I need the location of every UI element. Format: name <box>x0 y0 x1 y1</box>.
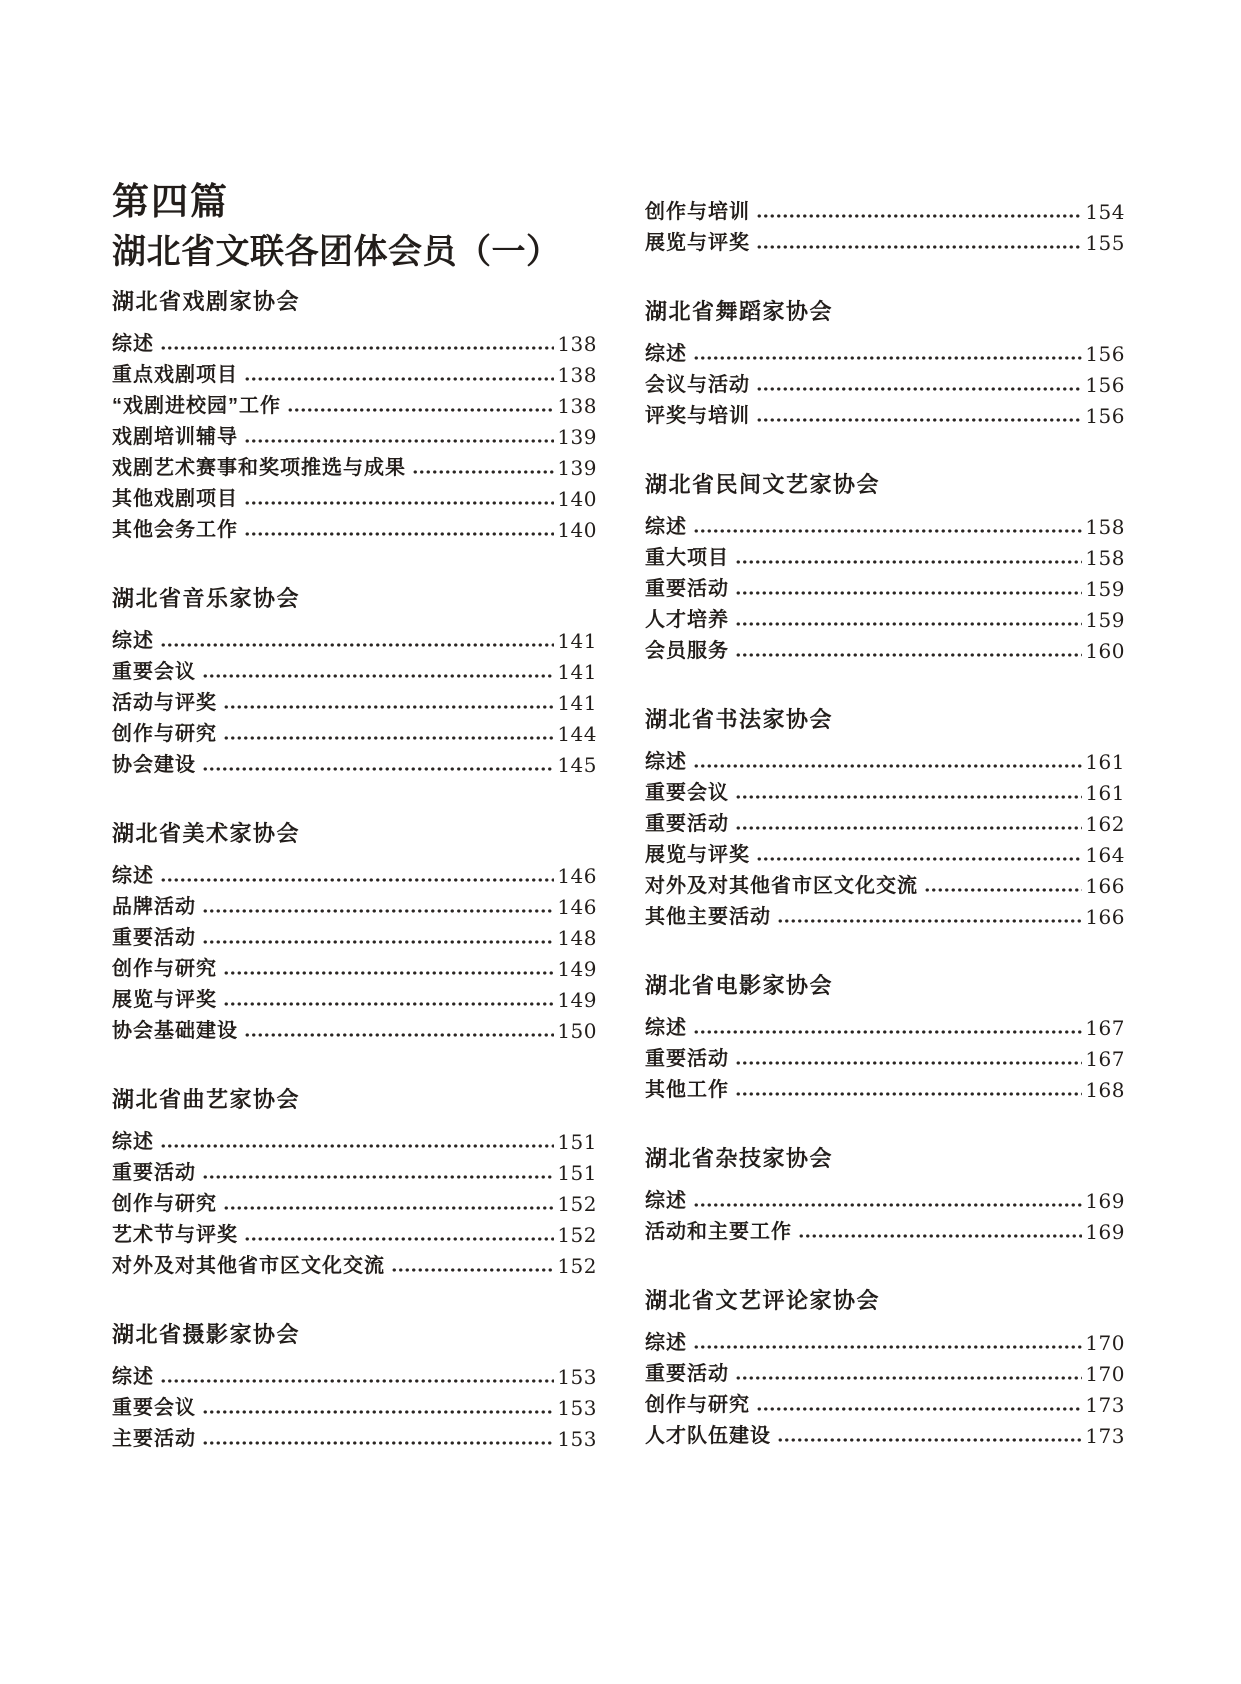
dot-leader <box>777 917 1082 925</box>
toc-entry-page: 144 <box>557 722 597 746</box>
toc-entry-page: 140 <box>557 518 597 542</box>
toc-entry-page: 152 <box>557 1223 597 1247</box>
toc-entry <box>645 1354 1125 1385</box>
dot-leader <box>223 1000 554 1008</box>
dot-leader <box>244 375 554 383</box>
toc-entry-page: 162 <box>1085 812 1125 836</box>
toc-section <box>112 820 597 1042</box>
toc-entry-label: 评奖与培训 <box>645 405 750 427</box>
toc-entry-page: 158 <box>1085 546 1125 570</box>
dot-leader <box>756 416 1082 424</box>
dot-leader <box>160 1377 554 1385</box>
toc-entry <box>645 1385 1125 1416</box>
toc-entry-page: 159 <box>1085 577 1125 601</box>
toc-section <box>645 471 1125 662</box>
toc-entry <box>645 866 1125 897</box>
toc-entry-page: 138 <box>557 363 597 387</box>
toc-section <box>112 1321 597 1450</box>
toc-entry <box>112 949 597 980</box>
dot-leader <box>412 468 554 476</box>
toc-entry-label: 创作与研究 <box>112 958 217 980</box>
sections-left <box>112 288 597 1450</box>
toc-entry-label: 综述 <box>112 1131 154 1153</box>
toc-entry-label: 其他戏剧项目 <box>112 488 238 510</box>
toc-entry-label: 戏剧艺术赛事和奖项推选与成果 <box>112 457 406 479</box>
toc-entry-page: 151 <box>557 1161 597 1185</box>
toc-entry <box>112 683 597 714</box>
dot-leader <box>693 354 1082 362</box>
toc-entry-page: 166 <box>1085 874 1125 898</box>
dot-leader <box>756 1405 1082 1413</box>
dot-leader <box>924 886 1082 894</box>
toc-entry-page: 140 <box>557 487 597 511</box>
dot-leader <box>223 703 554 711</box>
toc-entry <box>645 538 1125 569</box>
dot-leader <box>735 651 1082 659</box>
toc-section <box>645 298 1125 427</box>
toc-entry <box>112 745 597 776</box>
toc-entry <box>645 334 1125 365</box>
toc-entry <box>645 192 1125 223</box>
toc-entry <box>645 835 1125 866</box>
toc-entry <box>112 1388 597 1419</box>
toc-entry-label: 重要活动 <box>645 578 729 600</box>
toc-section <box>645 1287 1125 1447</box>
section-rows <box>112 621 597 776</box>
toc-section <box>645 1145 1125 1243</box>
toc-entry <box>645 1212 1125 1243</box>
toc-entry-label: 人才队伍建设 <box>645 1425 771 1447</box>
toc-entry <box>112 324 597 355</box>
toc-entry-page: 150 <box>557 1019 597 1043</box>
toc-entry <box>645 1181 1125 1212</box>
toc-entry <box>645 223 1125 254</box>
toc-entry-page: 167 <box>1085 1016 1125 1040</box>
dot-leader <box>160 344 554 352</box>
dot-leader <box>693 1201 1082 1209</box>
toc-entry-page: 169 <box>1085 1220 1125 1244</box>
toc-entry-label: 协会建设 <box>112 754 196 776</box>
toc-entry-label: 创作与研究 <box>112 723 217 745</box>
toc-entry-page: 146 <box>557 895 597 919</box>
toc-entry-page: 170 <box>1085 1362 1125 1386</box>
toc-entry-label: 主要活动 <box>112 1428 196 1450</box>
dot-leader <box>244 530 554 538</box>
toc-entry-label: 综述 <box>645 751 687 773</box>
toc-entry-page: 161 <box>1085 781 1125 805</box>
dot-leader <box>391 1266 554 1274</box>
toc-entry-page: 155 <box>1085 231 1125 255</box>
toc-entry-label: 戏剧培训辅导 <box>112 426 238 448</box>
dot-leader <box>160 1142 554 1150</box>
toc-entry-label: 综述 <box>645 1190 687 1212</box>
toc-entry <box>112 1011 597 1042</box>
toc-entry <box>645 773 1125 804</box>
dot-leader <box>202 907 554 915</box>
dot-leader <box>223 969 554 977</box>
toc-entry <box>645 804 1125 835</box>
toc-entry <box>112 417 597 448</box>
section-rows <box>645 1008 1125 1101</box>
toc-entry-page: 153 <box>557 1396 597 1420</box>
toc-entry-page: 146 <box>557 864 597 888</box>
toc-entry <box>645 1323 1125 1354</box>
toc-entry-label: 重要会议 <box>645 782 729 804</box>
toc-entry <box>645 396 1125 427</box>
section-heading: 湖北省舞蹈家协会 <box>645 299 834 324</box>
dot-leader <box>202 1408 554 1416</box>
toc-section <box>112 288 597 541</box>
toc-entry-page: 156 <box>1085 404 1125 428</box>
toc-entry-label: “戏剧进校园”工作 <box>112 395 281 417</box>
toc-entry <box>112 1246 597 1277</box>
toc-entry-page: 152 <box>557 1254 597 1278</box>
toc-entry-page: 141 <box>557 691 597 715</box>
toc-entry-page: 152 <box>557 1192 597 1216</box>
toc-entry <box>112 355 597 386</box>
dot-leader <box>202 938 554 946</box>
toc-section <box>112 585 597 776</box>
toc-entry-page: 158 <box>1085 515 1125 539</box>
toc-entry-page: 153 <box>557 1427 597 1451</box>
dot-leader <box>693 762 1082 770</box>
toc-entry-page: 149 <box>557 957 597 981</box>
section-heading: 湖北省摄影家协会 <box>112 1322 301 1347</box>
section-rows <box>645 507 1125 662</box>
toc-entry-label: 重要活动 <box>645 1363 729 1385</box>
toc-entry-page: 160 <box>1085 639 1125 663</box>
toc-entry-label: 综述 <box>112 333 154 355</box>
dot-leader <box>735 558 1082 566</box>
toc-entry-label: 创作与研究 <box>645 1394 750 1416</box>
toc-entry <box>112 479 597 510</box>
toc-column-left <box>112 178 597 1684</box>
toc-entry <box>112 1122 597 1153</box>
toc-entry <box>112 510 597 541</box>
section-rows <box>645 1181 1125 1243</box>
toc-entry <box>112 386 597 417</box>
toc-entry-page: 141 <box>557 629 597 653</box>
toc-entry-label: 综述 <box>645 516 687 538</box>
toc-entry-label: 重要活动 <box>112 927 196 949</box>
toc-entry-page: 156 <box>1085 342 1125 366</box>
toc-entry-page: 173 <box>1085 1424 1125 1448</box>
sections-right <box>645 192 1125 1447</box>
dot-leader <box>693 1343 1082 1351</box>
toc-entry-label: 综述 <box>645 1017 687 1039</box>
dot-leader <box>756 243 1082 251</box>
dot-leader <box>160 876 554 884</box>
toc-entry-label: 综述 <box>112 1366 154 1388</box>
toc-entry-label: 展览与评奖 <box>645 232 750 254</box>
toc-section <box>645 192 1125 254</box>
section-heading: 湖北省美术家协会 <box>112 821 301 846</box>
toc-entry-label: 会议与活动 <box>645 374 750 396</box>
toc-entry <box>645 631 1125 662</box>
toc-entry-label: 对外及对其他省市区文化交流 <box>645 875 918 897</box>
toc-entry-label: 活动与评奖 <box>112 692 217 714</box>
toc-entry <box>112 1419 597 1450</box>
toc-entry-page: 141 <box>557 660 597 684</box>
section-rows <box>645 1323 1125 1447</box>
toc-entry-page: 139 <box>557 425 597 449</box>
dot-leader <box>756 385 1082 393</box>
toc-entry-page: 151 <box>557 1130 597 1154</box>
toc-entry <box>112 887 597 918</box>
section-heading: 湖北省文艺评论家协会 <box>645 1288 881 1313</box>
dot-leader <box>735 793 1082 801</box>
toc-entry-page: 149 <box>557 988 597 1012</box>
dot-leader <box>223 734 554 742</box>
toc-entry-label: 艺术节与评奖 <box>112 1224 238 1246</box>
section-heading: 湖北省杂技家协会 <box>645 1146 834 1171</box>
dot-leader <box>244 437 554 445</box>
toc-section <box>645 972 1125 1101</box>
toc-entry <box>112 1357 597 1388</box>
toc-entry-label: 人才培养 <box>645 609 729 631</box>
doc-header <box>112 178 597 278</box>
toc-entry-page: 164 <box>1085 843 1125 867</box>
toc-entry-page: 166 <box>1085 905 1125 929</box>
toc-column-right <box>645 178 1125 1684</box>
toc-entry-label: 综述 <box>112 865 154 887</box>
toc-entry-label: 活动和主要工作 <box>645 1221 792 1243</box>
toc-entry-page: 139 <box>557 456 597 480</box>
section-heading: 湖北省电影家协会 <box>645 973 834 998</box>
toc-entry-label: 综述 <box>645 343 687 365</box>
toc-entry-page: 145 <box>557 753 597 777</box>
toc-entry-label: 重要活动 <box>645 1048 729 1070</box>
section-heading: 湖北省戏剧家协会 <box>112 289 301 314</box>
section-rows <box>645 192 1125 254</box>
toc-entry <box>112 1153 597 1184</box>
toc-entry <box>112 1215 597 1246</box>
toc-entry-label: 重要会议 <box>112 661 196 683</box>
toc-entry <box>645 569 1125 600</box>
toc-section <box>645 706 1125 928</box>
toc-entry-page: 168 <box>1085 1078 1125 1102</box>
toc-entry <box>112 714 597 745</box>
toc-entry-page: 138 <box>557 332 597 356</box>
toc-entry <box>112 980 597 1011</box>
dot-leader <box>160 641 554 649</box>
dot-leader <box>202 765 554 773</box>
toc-entry-page: 167 <box>1085 1047 1125 1071</box>
toc-entry-label: 重要会议 <box>112 1397 196 1419</box>
toc-entry-label: 重大项目 <box>645 547 729 569</box>
toc-entry <box>645 1416 1125 1447</box>
dot-leader <box>223 1204 554 1212</box>
toc-entry-label: 创作与研究 <box>112 1193 217 1215</box>
toc-entry-label: 创作与培训 <box>645 201 750 223</box>
toc-entry-page: 138 <box>557 394 597 418</box>
toc-entry <box>645 1070 1125 1101</box>
dot-leader <box>798 1232 1082 1240</box>
section-heading: 湖北省曲艺家协会 <box>112 1087 301 1112</box>
toc-entry-label: 其他主要活动 <box>645 906 771 928</box>
toc-entry-label: 会员服务 <box>645 640 729 662</box>
toc-entry <box>645 365 1125 396</box>
toc-entry-page: 169 <box>1085 1189 1125 1213</box>
toc-entry <box>112 918 597 949</box>
section-rows <box>645 334 1125 427</box>
dot-leader <box>244 499 554 507</box>
toc-entry-page: 173 <box>1085 1393 1125 1417</box>
dot-leader <box>202 1173 554 1181</box>
dot-leader <box>756 855 1082 863</box>
toc-entry-page: 153 <box>557 1365 597 1389</box>
toc-entry-label: 对外及对其他省市区文化交流 <box>112 1255 385 1277</box>
dot-leader <box>735 824 1082 832</box>
dot-leader <box>756 212 1082 220</box>
toc-entry <box>645 1008 1125 1039</box>
section-rows <box>645 742 1125 928</box>
page-title: 湖北省文联各团体会员（一） <box>112 233 561 271</box>
toc-entry-page: 148 <box>557 926 597 950</box>
part-label: 第四篇 <box>112 181 229 222</box>
toc-entry-label: 协会基础建设 <box>112 1020 238 1042</box>
section-heading: 湖北省音乐家协会 <box>112 586 301 611</box>
toc-entry-label: 其他工作 <box>645 1079 729 1101</box>
toc-entry-page: 154 <box>1085 200 1125 224</box>
toc-entry-page: 159 <box>1085 608 1125 632</box>
dot-leader <box>244 1031 554 1039</box>
toc-entry-label: 展览与评奖 <box>112 989 217 1011</box>
toc-entry <box>645 897 1125 928</box>
toc-entry-label: 展览与评奖 <box>645 844 750 866</box>
toc-entry-page: 161 <box>1085 750 1125 774</box>
section-rows <box>112 1122 597 1277</box>
section-rows <box>112 1357 597 1450</box>
dot-leader <box>735 1374 1082 1382</box>
dot-leader <box>244 1235 554 1243</box>
dot-leader <box>693 1028 1082 1036</box>
toc-entry-page: 156 <box>1085 373 1125 397</box>
toc-entry <box>645 1039 1125 1070</box>
section-rows <box>112 324 597 541</box>
dot-leader <box>735 589 1082 597</box>
toc-entry <box>645 742 1125 773</box>
toc-entry <box>112 652 597 683</box>
toc-entry <box>645 600 1125 631</box>
dot-leader <box>287 406 554 414</box>
toc-section <box>112 1086 597 1277</box>
toc-entry-label: 综述 <box>645 1332 687 1354</box>
toc-entry <box>112 856 597 887</box>
toc-entry <box>112 1184 597 1215</box>
section-rows <box>112 856 597 1042</box>
toc-entry-label: 其他会务工作 <box>112 519 238 541</box>
toc-entry-label: 重点戏剧项目 <box>112 364 238 386</box>
toc-entry-label: 重要活动 <box>645 813 729 835</box>
section-heading: 湖北省民间文艺家协会 <box>645 472 881 497</box>
dot-leader <box>202 672 554 680</box>
toc-entry-label: 重要活动 <box>112 1162 196 1184</box>
dot-leader <box>735 1059 1082 1067</box>
toc-entry-label: 品牌活动 <box>112 896 196 918</box>
dot-leader <box>202 1439 554 1447</box>
section-heading: 湖北省书法家协会 <box>645 707 834 732</box>
toc-entry <box>645 507 1125 538</box>
toc-entry <box>112 621 597 652</box>
toc-entry <box>112 448 597 479</box>
dot-leader <box>693 527 1082 535</box>
dot-leader <box>735 1090 1082 1098</box>
toc-entry-label: 综述 <box>112 630 154 652</box>
dot-leader <box>735 620 1082 628</box>
toc-entry-page: 170 <box>1085 1331 1125 1355</box>
dot-leader <box>777 1436 1082 1444</box>
